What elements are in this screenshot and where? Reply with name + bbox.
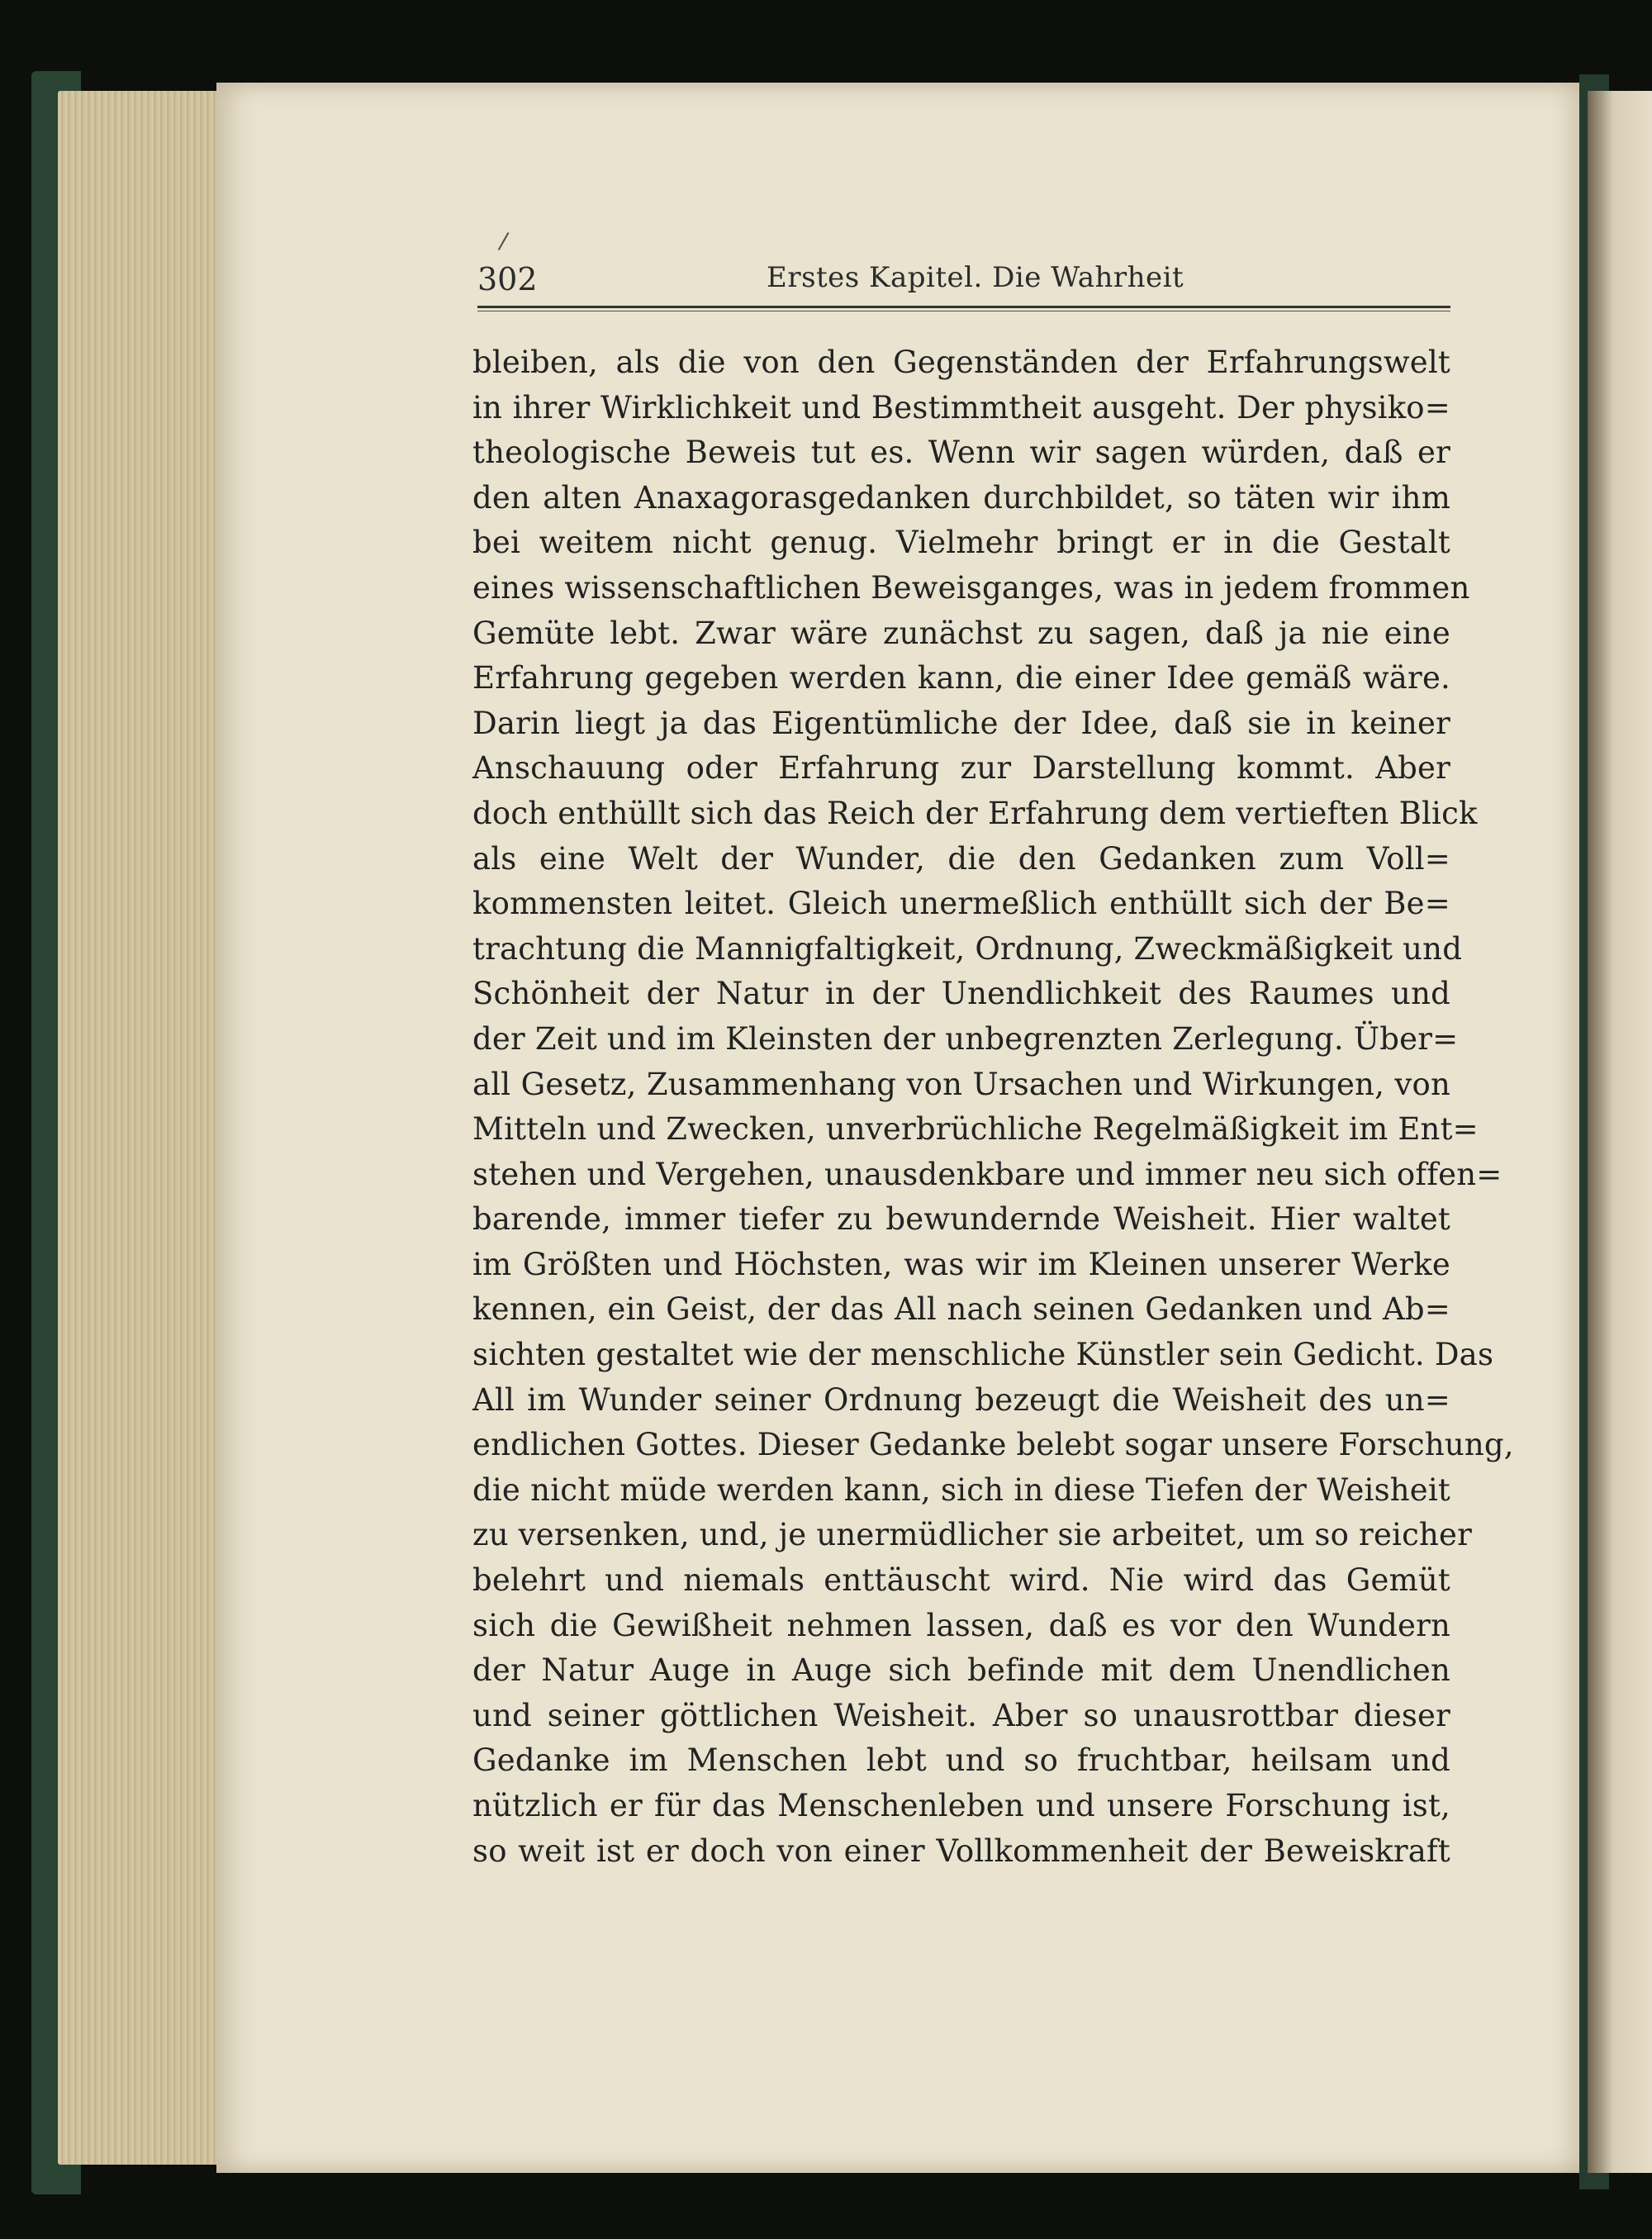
text-line: sichten gestaltet wie der menschliche Künstler sein Gedicht. Das bbox=[472, 1337, 1494, 1373]
text-line: bleiben, als die von den Gegenständen der Erfahrungswelt bbox=[472, 345, 1450, 380]
text-line: den alten Anaxagorasgedanken durchbildet, so täten wir ihm bbox=[472, 479, 1450, 516]
text-line: endlichen Gottes. Dieser Gedanke belebt sogar unsere Forschung, bbox=[472, 1427, 1514, 1463]
text-line: zu versenken, und, je unermüdlicher sie arbeitet, um so reicher bbox=[472, 1517, 1473, 1553]
text-line: Gemüte lebt. Zwar wäre zunächst zu sagen, daß ja nie eine bbox=[472, 615, 1450, 651]
running-head: Erstes Kapitel. Die Wahrheit bbox=[767, 261, 1184, 294]
text-line: barende, immer tiefer zu bewundernde Weisheit. Hier waltet bbox=[472, 1201, 1450, 1238]
text-line: trachtung die Mannigfaltigkeit, Ordnung, Zweckmäßigkeit und bbox=[472, 930, 1463, 967]
text-line: stehen und Vergehen, unausdenkbare und immer neu sich offen= bbox=[472, 1156, 1502, 1192]
text-line: Mitteln und Zwecken, unverbrüchliche Regelmäßigkeit im Ent= bbox=[472, 1111, 1479, 1148]
text-line: kommensten leitet. Gleich unermeßlich enthüllt sich der Be= bbox=[472, 886, 1450, 922]
text-line: Anschauung oder Erfahrung zur Darstellung kommt. Aber bbox=[472, 750, 1450, 787]
page-number: 302 bbox=[477, 261, 538, 297]
text-line: eines wissenschaftlichen Beweisganges, was in jedem frommen bbox=[472, 569, 1470, 606]
text-line: die nicht müde werden kann, sich in diese Tiefen der Weisheit bbox=[472, 1471, 1450, 1508]
text-line: und seiner göttlichen Weisheit. Aber so unausrottbar dieser bbox=[472, 1697, 1450, 1733]
text-line: Erfahrung gegeben werden kann, die einer Idee gemäß wäre. bbox=[472, 660, 1450, 696]
text-line: Darin liegt ja das Eigentümliche der Idee, daß sie in keiner bbox=[472, 705, 1450, 741]
text-line: doch enthüllt sich das Reich der Erfahrung dem vertieften Blick bbox=[472, 795, 1478, 831]
body-text bbox=[472, 340, 1514, 1874]
text-line: theologische Beweis tut es. Wenn wir sagen würden, daß er bbox=[472, 435, 1450, 471]
text-line: in ihrer Wirklichkeit und Bestimmtheit ausgeht. Der physiko= bbox=[472, 389, 1450, 425]
text-line: im Größten und Höchsten, was wir im Kleinen unserer Werke bbox=[472, 1246, 1450, 1282]
text-line: bei weitem nicht genug. Vielmehr bringt er in die Gestalt bbox=[472, 525, 1450, 561]
text-line: belehrt und niemals enttäuscht wird. Nie wird das Gemüt bbox=[472, 1562, 1450, 1599]
facing-page-edge bbox=[1588, 91, 1652, 2173]
page-header bbox=[477, 256, 1450, 302]
stray-pencil-mark: / bbox=[496, 226, 510, 255]
text-line: als eine Welt der Wunder, die den Gedanken zum Voll= bbox=[472, 840, 1450, 877]
page-edges bbox=[58, 91, 223, 2165]
text-line: so weit ist er doch von einer Vollkommenheit der Beweiskraft bbox=[472, 1833, 1450, 1869]
text-line: Gedanke im Menschen lebt und so fruchtbar, heilsam und bbox=[472, 1742, 1450, 1779]
text-line: all Gesetz, Zusammenhang von Ursachen und Wirkungen, von bbox=[472, 1066, 1450, 1102]
header-rule bbox=[477, 306, 1450, 308]
text-line: der Natur Auge in Auge sich befinde mit dem Unendlichen bbox=[472, 1652, 1450, 1689]
text-line: der Zeit und im Kleinsten der unbegrenzten Zerlegung. Über= bbox=[472, 1020, 1459, 1057]
text-line: Schönheit der Natur in der Unendlichkeit des Raumes und bbox=[472, 976, 1450, 1012]
text-line: kennen, ein Geist, der das All nach seinen Gedanken und Ab= bbox=[472, 1291, 1450, 1328]
text-line: All im Wunder seiner Ordnung bezeugt die Weisheit des un= bbox=[472, 1381, 1450, 1418]
text-line: nützlich er für das Menschenleben und unsere Forschung ist, bbox=[472, 1788, 1450, 1823]
text-line: sich die Gewißheit nehmen lassen, daß es vor den Wundern bbox=[472, 1607, 1450, 1643]
